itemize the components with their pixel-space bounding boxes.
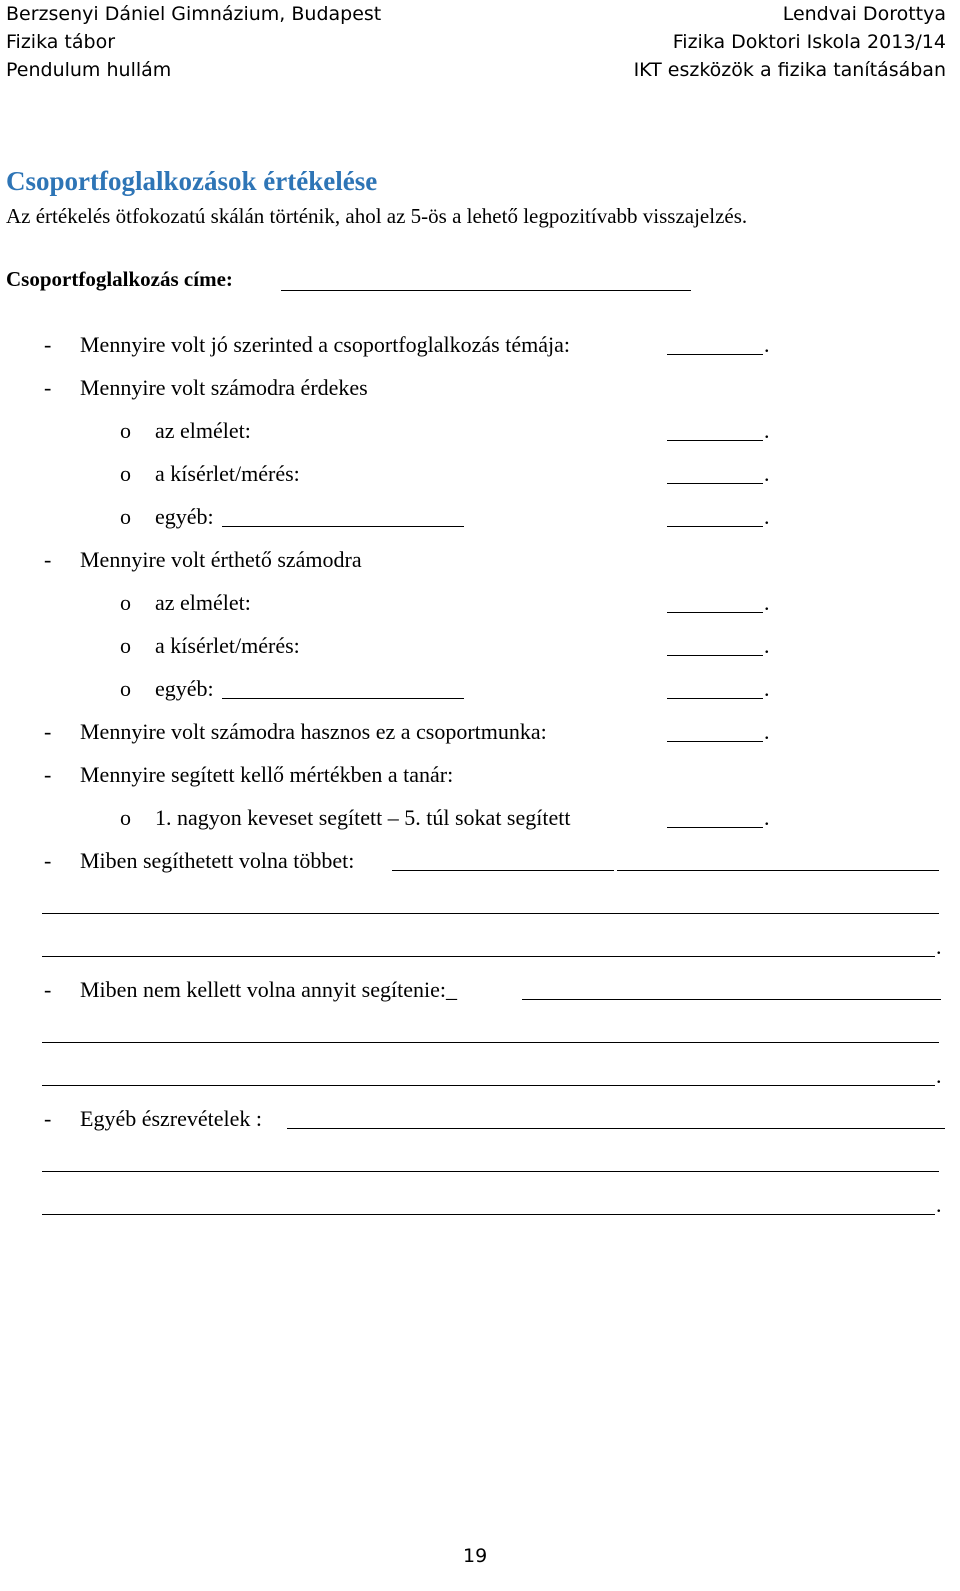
line-end-dot: . [936,1192,942,1217]
circle-bullet: o [120,676,131,701]
help-more-field-a[interactable] [392,870,614,871]
question-interest: Mennyire volt számodra érdekes [80,375,368,400]
circle-bullet: o [120,633,131,658]
help-more-field-line2[interactable] [42,913,939,914]
header-school: Berzsenyi Dániel Gimnázium, Budapest [6,3,382,25]
page-number: 19 [463,1545,488,1567]
circle-bullet: o [120,461,131,486]
question-usefulness: Mennyire volt számodra hasznos ez a csoportmunka: [80,719,547,744]
rating-field-interest-theory[interactable] [667,440,763,441]
understanding-experiment-label: a kísérlet/mérés: [155,633,300,658]
rating-field-topic[interactable] [667,354,763,355]
help-more-field-line3[interactable] [42,956,935,957]
interest-theory-label: az elmélet: [155,418,251,443]
help-less-field[interactable] [522,999,941,1000]
circle-bullet: o [120,805,131,830]
header-course: Fizika tábor [6,31,116,53]
question-understanding: Mennyire volt érthető számodra [80,547,362,572]
line-end-dot: . [764,461,770,486]
question-topic: Mennyire volt jó szerinted a csoportfoglalkozás témája: [80,332,570,357]
line-end-dot: . [764,332,770,357]
question-teacher-help: Mennyire segített kellő mértékben a tanár: [80,762,454,787]
circle-bullet: o [120,590,131,615]
intro-text: Az értékelés ötfokozatú skálán történik, ahol az 5-ös a lehető legpozitívabb visszajelzés. [6,204,748,228]
header-right [634,0,946,84]
help-more-field-b[interactable] [617,870,939,871]
line-end-dot: . [764,633,770,658]
rating-field-teacher-help[interactable] [667,827,763,828]
rating-field-understanding-other[interactable] [667,698,763,699]
help-less-field-line2[interactable] [42,1042,939,1043]
line-end-dot: . [764,504,770,529]
rating-field-interest-other[interactable] [667,526,763,527]
line-end-dot: . [936,934,942,959]
dash-bullet: - [44,848,52,873]
rating-field-understanding-theory[interactable] [667,612,763,613]
header-topic: Pendulum hullám [6,59,172,81]
other-remarks-field[interactable] [287,1128,945,1129]
header-left [6,0,381,84]
dash-bullet: - [44,1106,52,1131]
understanding-other-field[interactable] [222,698,464,699]
session-title-field[interactable] [281,290,691,291]
question-other-remarks: Egyéb észrevételek : [80,1106,263,1131]
dash-bullet: - [44,977,52,1002]
session-title-label: Csoportfoglalkozás címe: [6,267,233,291]
question-help-more: Miben segíthetett volna többet: [80,848,355,873]
line-end-dot: . [764,418,770,443]
other-remarks-field-line3[interactable] [42,1214,935,1215]
line-end-dot: . [764,719,770,744]
line-end-dot: . [764,805,770,830]
interest-other-label: egyéb: [155,504,214,529]
page-title: Csoportfoglalkozások értékelése [6,166,378,196]
line-end-dot: . [764,590,770,615]
line-end-dot: . [764,676,770,701]
circle-bullet: o [120,418,131,443]
dash-bullet: - [44,547,52,572]
rating-field-understanding-experiment[interactable] [667,655,763,656]
question-help-less: Miben nem kellett volna annyit segítenie:_ [80,977,457,1002]
header-program: Fizika Doktori Iskola 2013/14 [672,31,946,53]
interest-experiment-label: a kísérlet/mérés: [155,461,300,486]
understanding-theory-label: az elmélet: [155,590,251,615]
other-remarks-field-line2[interactable] [42,1171,939,1172]
dash-bullet: - [44,375,52,400]
header-subject: IKT eszközök a fizika tanításában [633,59,946,81]
dash-bullet: - [44,332,52,357]
teacher-help-scale-label: 1. nagyon keveset segített – 5. túl sokat segített [155,805,571,830]
line-end-dot: . [936,1063,942,1088]
rating-field-interest-experiment[interactable] [667,483,763,484]
dash-bullet: - [44,719,52,744]
interest-other-field[interactable] [222,526,464,527]
rating-field-usefulness[interactable] [667,741,763,742]
header-author: Lendvai Dorottya [782,3,946,25]
dash-bullet: - [44,762,52,787]
help-less-field-line3[interactable] [42,1085,935,1086]
understanding-other-label: egyéb: [155,676,214,701]
circle-bullet: o [120,504,131,529]
